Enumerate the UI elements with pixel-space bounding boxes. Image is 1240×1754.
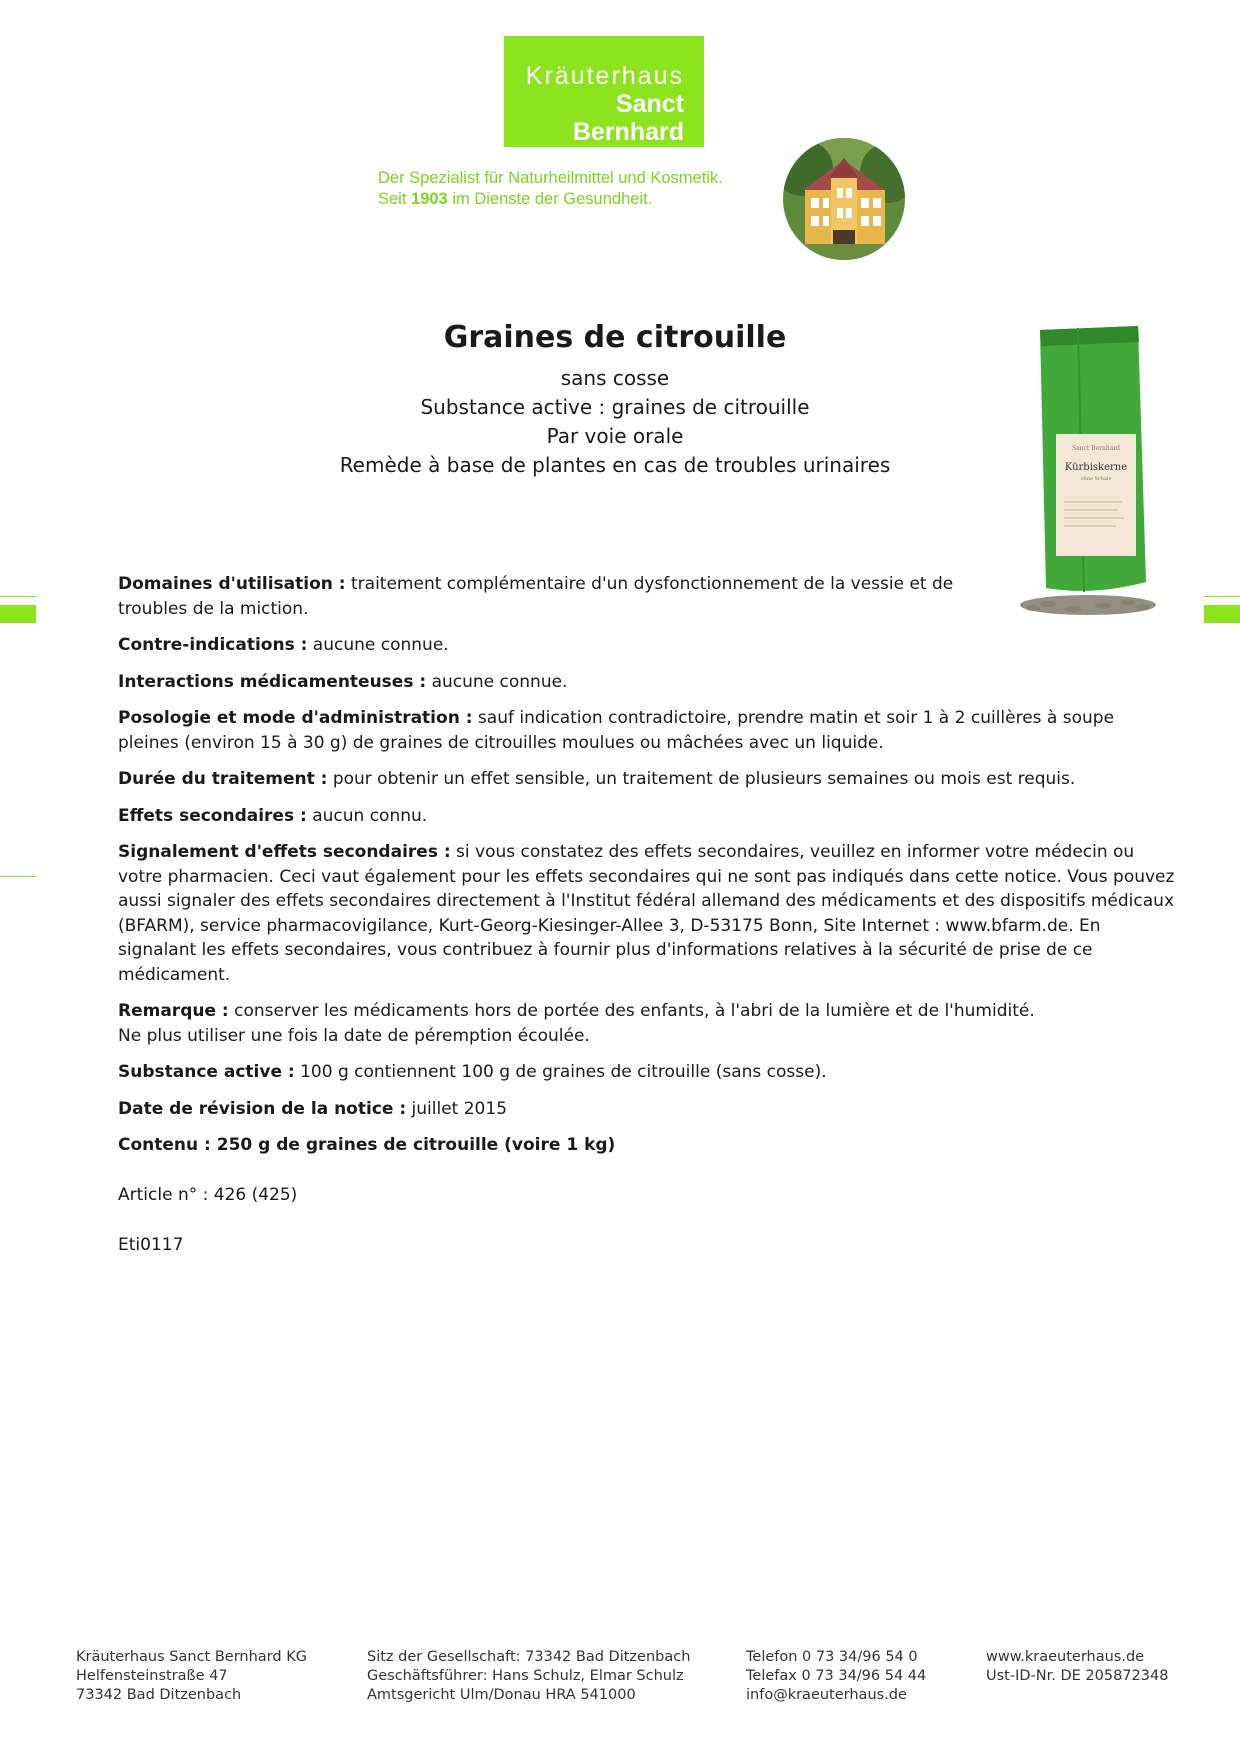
logo-line-2: Sanct Bernhard	[572, 90, 684, 146]
section-contraindications: Contre-indications : aucune connue.	[118, 635, 449, 655]
section-active-substance: Substance active : 100 g contiennent 100 g de graines de citrouille (sans cosse).	[118, 1062, 827, 1082]
subtitle-line: Par voie orale	[546, 424, 684, 448]
product-header	[300, 320, 930, 480]
product-title: Graines de citrouille	[443, 320, 787, 355]
fold-mark	[1204, 605, 1240, 623]
tagline-line-1: Der Spezialist für Naturheilmittel und Kosmetik.	[378, 169, 723, 187]
company-logo	[504, 36, 704, 147]
footer-contact: Telefon 0 73 34/96 54 0 Telefax 0 73 34/96 54 44 info@kraeuterhaus.de	[746, 1649, 927, 1703]
section-reporting: Signalement d'effets secondaires : si vous constatez des effets secondaires, veuillez en informer votre médecin ou votre pharmacien. Ceci vaut également pour les effets secondaires qui ne sont pas indiqués dans cette notice. Vous pouvez aussi signaler des effets secondaires directement à l'Institut fédéral allemand des médicaments et des dispositifs médicaux (BFARM), service pharmacovigilance, Kurt-Georg-Kiesinger-Allee 3, D-53175 Bonn, Site Internet : www.bfarm.de. En signalant les effets secondaires, vous contribuez à fournir plus d'informations relatives à la sécurité de prise de ce médicament.	[118, 842, 1175, 985]
section-indications: Domaines d'utilisation : traitement complémentaire d'un dysfonctionnement de la vessie et de troubles de la miction.	[118, 574, 954, 619]
footer-address: Kräuterhaus Sanct Bernhard KG Helfensteinstraße 47 73342 Bad Ditzenbach	[76, 1649, 307, 1703]
package-name: Kürbiskerne	[1064, 462, 1128, 473]
footer-company-info: Sitz der Gesellschaft: 73342 Bad Ditzenbach Geschäftsführer: Hans Schulz, Elmar Schulz Amtsgericht Ulm/Donau HRA 541000	[367, 1649, 691, 1703]
logo-line-1: Kräuterhaus	[525, 62, 684, 90]
section-interactions: Interactions médicamenteuses : aucune connue.	[118, 671, 568, 692]
footer-web: www.kraeuterhaus.de Ust-ID-Nr. DE 205872348	[986, 1649, 1169, 1684]
subtitle-line: Substance active : graines de citrouille	[420, 395, 810, 419]
leaflet-content	[118, 572, 1178, 1170]
section-contents: Contenu : 250 g de graines de citrouille (voire 1 kg)	[118, 1135, 616, 1155]
section-side-effects: Effets secondaires : aucun connu.	[118, 805, 428, 826]
tagline	[378, 168, 778, 210]
document-code: Eti0117	[118, 1235, 184, 1255]
subtitle-line: Remède à base de plantes en cas de troubles urinaires	[339, 453, 891, 477]
section-duration: Durée du traitement : pour obtenir un effet sensible, un traitement de plusieurs semaines ou mois est requis.	[118, 769, 1076, 789]
tagline-line-2: Seit 1903 im Dienste der Gesundheit.	[378, 190, 653, 208]
package-brand: Sanct Bernhard	[1071, 445, 1121, 452]
package-sub: ohne Schale	[1080, 476, 1112, 482]
section-dosage: Posologie et mode d'administration : sauf indication contradictoire, prendre matin et soir 1 à 2 cuillères à soupe pleines (environ 15 à 30 g) de graines de citrouilles moulues ou mâchées avec un liquide.	[118, 708, 1115, 753]
section-revision-date: Date de révision de la notice : juillet 2015	[118, 1098, 508, 1119]
building-photo	[783, 138, 905, 260]
fold-mark	[0, 605, 36, 623]
fold-mark	[0, 876, 36, 877]
article-number: Article n° : 426 (425)	[118, 1185, 298, 1205]
fold-mark	[1204, 596, 1240, 597]
section-remark: Remarque : conserver les médicaments hors de portée des enfants, à l'abri de la lumière et de l'humidité. Ne plus utiliser une fois la date de péremption écoulée.	[118, 1001, 1035, 1046]
subtitle-line: sans cosse	[560, 366, 670, 390]
fold-mark	[0, 596, 36, 597]
